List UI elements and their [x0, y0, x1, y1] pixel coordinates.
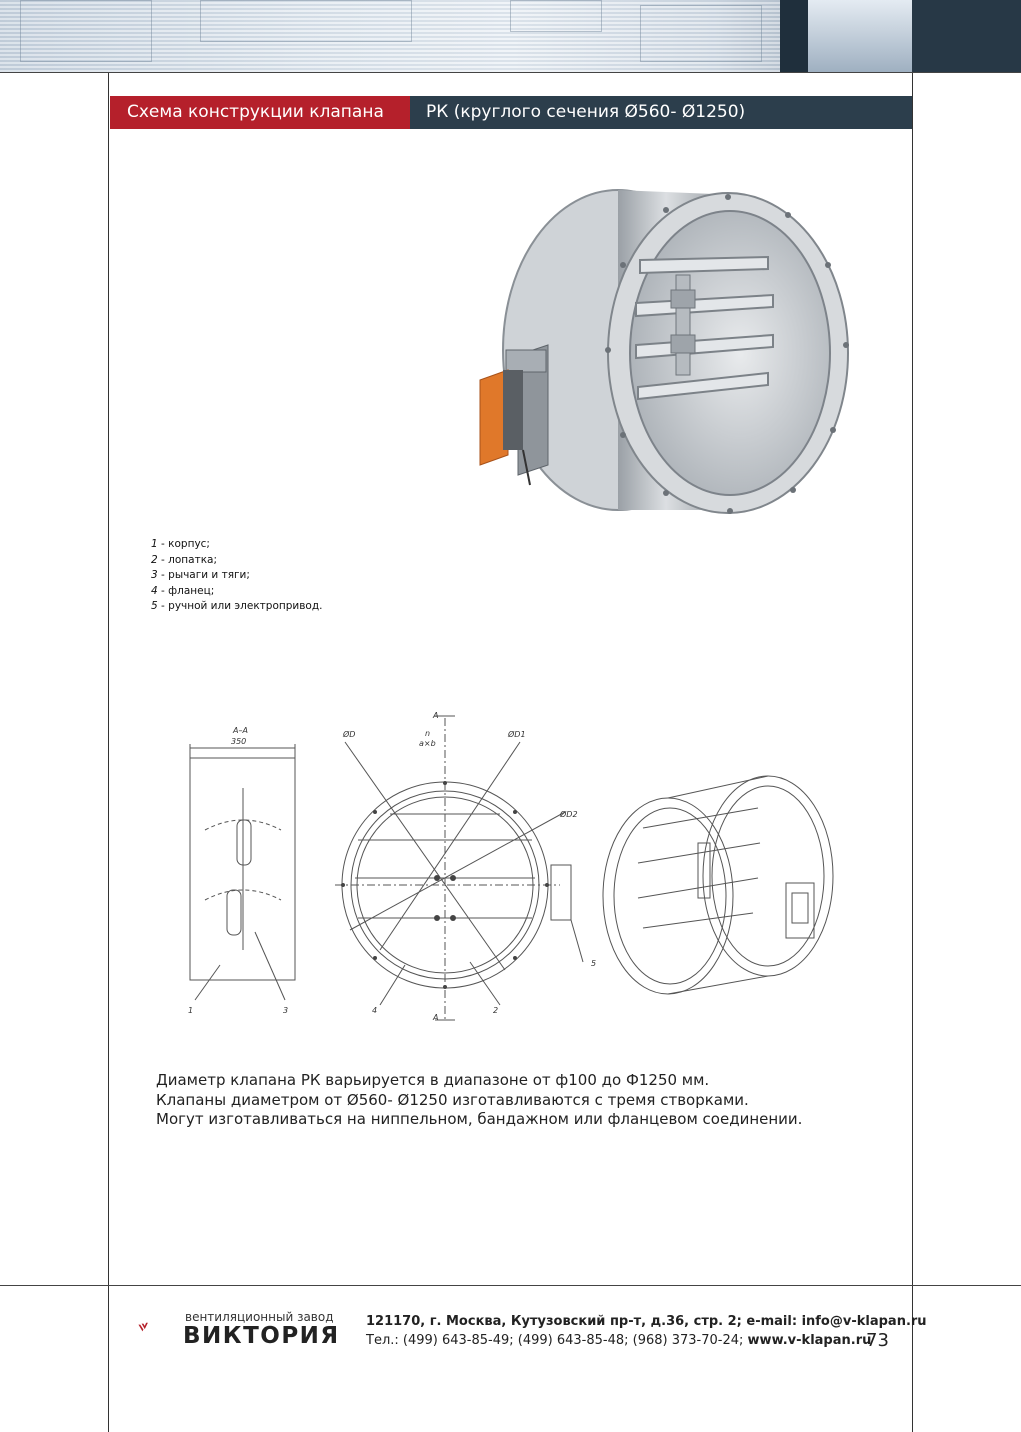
- description-line: Могут изготавливаться на ниппельном, бандажном или фланцевом соединении.: [156, 1110, 803, 1128]
- description-line: Диаметр клапана РК варьируется в диапазоне от ф100 до Ф1250 мм.: [156, 1071, 710, 1089]
- banner-light-block: [808, 0, 912, 72]
- legend-text: - лопатка;: [157, 553, 218, 566]
- banner-dark-strip: [780, 0, 808, 72]
- isometric-drawing: [598, 768, 843, 1008]
- legend-number: 5: [151, 600, 158, 612]
- banner-frame: [200, 0, 412, 42]
- company-logo: [138, 1305, 183, 1350]
- footer-address: 121170, г. Москва, Кутузовский пр-т, д.36, стр. 2; e-mail: info@v-klapan.ru: [366, 1314, 927, 1329]
- logo-name: ВИКТОРИЯ: [183, 1323, 340, 1349]
- callout-4: 4: [372, 1006, 378, 1015]
- right-margin-line: [912, 72, 913, 1432]
- section-title: Схема конструкции клапана: [110, 96, 410, 129]
- footer-phones: [366, 1333, 871, 1348]
- section-label: А–А: [233, 726, 248, 735]
- callout-3: 3: [283, 1006, 289, 1015]
- n-label: n: [425, 729, 431, 738]
- cut-label-bottom: А: [433, 1013, 439, 1022]
- phones-text: Тел.: (499) 643-85-49; (499) 643-85-48; (968) 373-70-24;: [366, 1333, 748, 1348]
- footer-rule: [0, 1285, 1021, 1286]
- legend-text: - ручной или электропривод.: [157, 600, 323, 612]
- width-dimension: 350: [231, 737, 247, 746]
- callout-1: 1: [188, 1006, 194, 1015]
- legend-number: 2: [151, 553, 158, 566]
- legend-item: [151, 584, 322, 600]
- banner-frame: [20, 0, 152, 62]
- banner-frame: [640, 5, 762, 62]
- cut-label-top: А: [433, 711, 439, 720]
- technical-drawing: [175, 700, 635, 1030]
- legend-item: [151, 537, 322, 553]
- diameter-d2-label: ØD2: [560, 810, 578, 819]
- description: [156, 1071, 802, 1130]
- legend-number: 4: [151, 584, 158, 597]
- valve-photo: [468, 165, 858, 550]
- banner-dark-block: [912, 0, 1021, 72]
- axb-label: a×b: [419, 739, 436, 748]
- legend-item: [151, 568, 322, 584]
- legend-item: [151, 553, 322, 569]
- legend-item: [151, 599, 322, 615]
- legend-number: 1: [151, 538, 158, 550]
- top-rule: [0, 72, 1021, 73]
- diameter-d-label: ØD: [343, 730, 356, 739]
- diameter-d1-label: ØD1: [508, 730, 526, 739]
- banner-frame: [510, 0, 602, 32]
- legend-number: 3: [151, 569, 158, 581]
- callout-2: 2: [493, 1006, 499, 1015]
- legend-text: - фланец;: [157, 584, 215, 597]
- legend-text: - корпус;: [157, 538, 210, 550]
- top-banner: [0, 0, 1021, 72]
- description-line: Клапаны диаметром от Ø560- Ø1250 изготавливаются с тремя створками.: [156, 1090, 749, 1109]
- logo-tagline: вентиляционный завод: [185, 1310, 334, 1324]
- left-margin-line: [108, 72, 109, 1432]
- page-number: 73: [866, 1330, 889, 1351]
- legend-text: - рычаги и тяги;: [157, 569, 250, 581]
- website-link[interactable]: www.v-klapan.ru: [747, 1333, 872, 1348]
- product-title: РК (круглого сечения Ø560- Ø1250): [410, 96, 912, 129]
- callout-5: 5: [591, 959, 597, 968]
- parts-legend: [151, 537, 322, 615]
